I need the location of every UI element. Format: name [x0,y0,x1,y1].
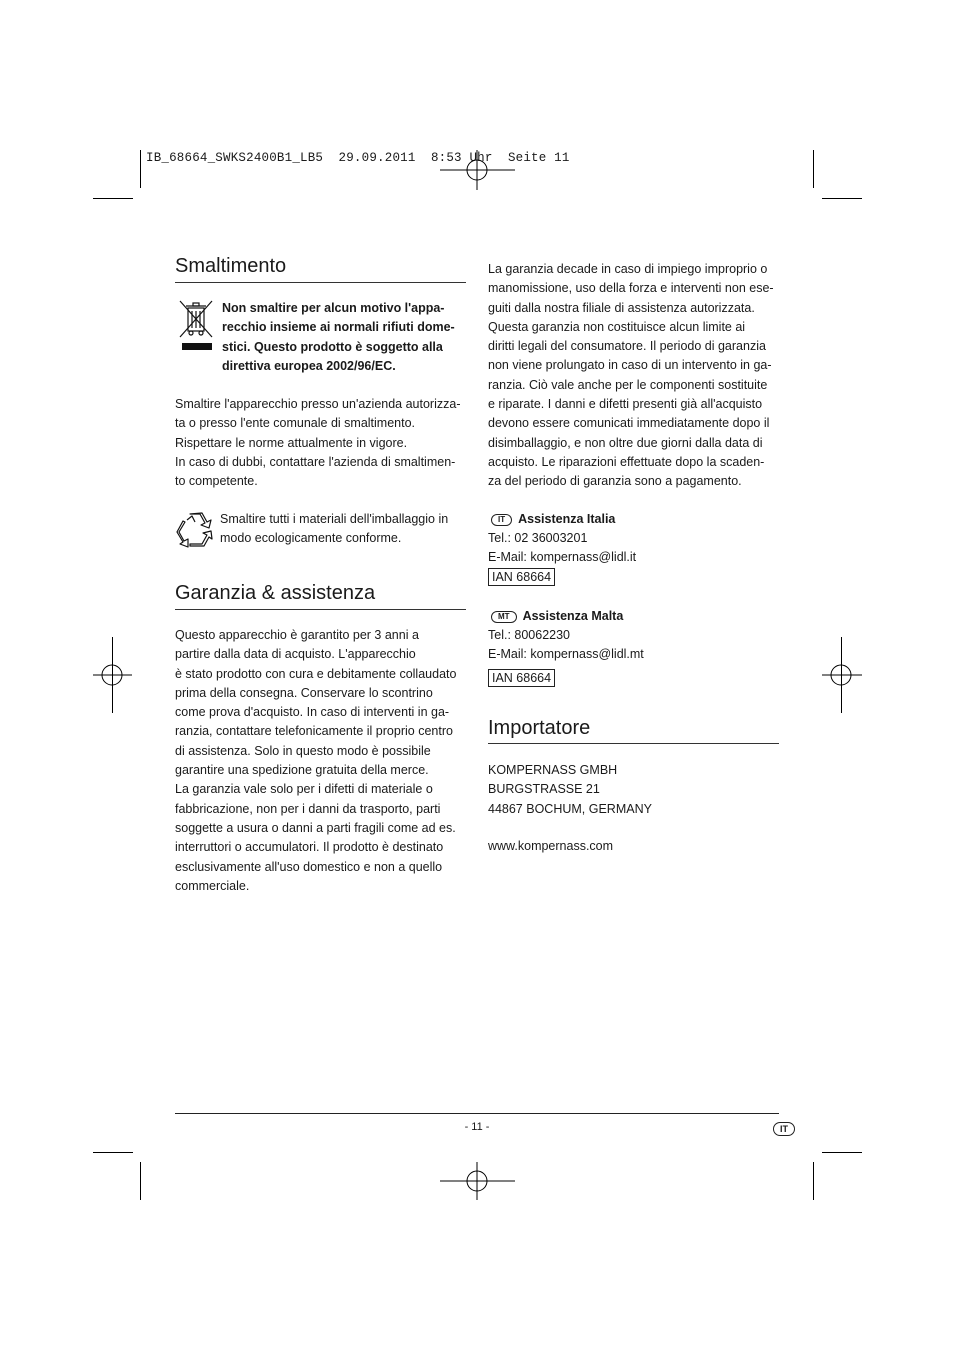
service-title: Assistenza Italia [518,512,616,526]
section-rule [175,609,466,610]
service-italia-contact [488,529,636,568]
email: E-Mail: kompernass@lidl.mt [488,647,644,662]
warranty-paragraph: Questo apparecchio è garantito per 3 anni a partire dalla data di acquisto. L'apparecchio è stato prodotto con cura e debitamente collaudato prima della consegna. Conservare lo scontrino come prova d'acquisto. In caso di interventi in ga- ranzia, contattare telefonicamente il proprio centro di assistenza. Solo in questo modo è possibile garantire una spedizione gratuita della merce. La garanzia vale solo per i difetti di materiale o fabbricazione, non per i danni da trasporto, parti soggette a usura o danni a parti fragili come ad es. interruttori o accumulatori. Il prodotto è destinato esclusivamente all'uso domestico e non a quello commerciale. [175,628,457,893]
footer-rule [175,1113,779,1114]
service-title: Assistenza Malta [522,609,624,623]
service-italia [491,510,615,529]
disposal-paragraph: Smaltire l'apparecchio presso un'azienda autorizza- ta o presso l'ente comunale di smaltimento. Rispettare le norme attualmente in vigore. In caso di dubbi, contattare l'azienda di smaltimen- to competente. [175,397,461,489]
page-number: - 11 - [464,1121,490,1133]
section-title-importatore: Importatore [488,717,591,739]
service-malta [491,607,623,626]
recycle-icon [176,510,214,548]
email: E-Mail: kompernass@lidl.it [488,550,637,565]
packaging-notice: Smaltire tutti i materiali dell'imballaggio in modo ecologicamente conforme. [220,512,449,546]
website-link[interactable]: www.kompernass.com [488,839,614,853]
country-badge-it: IT [491,514,512,526]
phone: Tel.: 02 36003201 [488,531,588,545]
ian-box: IAN 68664 [488,568,555,586]
print-slug: IB_68664_SWKS2400B1_LB5 29.09.2011 8:53 Uhr Seite 11 [146,151,570,165]
section-rule [175,282,466,283]
section-rule [488,743,779,744]
section-title-garanzia: Garanzia & assistenza [175,582,376,604]
country-badge-mt: MT [491,611,517,623]
language-badge: IT [773,1122,795,1136]
weee-bin-icon [178,299,214,353]
section-title-smaltimento: Smaltimento [175,255,287,277]
phone: Tel.: 80062230 [488,628,571,642]
service-malta-contact [488,626,644,665]
warranty-continued-paragraph: La garanzia decade in caso di impiego improprio o manomissione, uso della forza e interventi non ese- guiti dalla nostra filiale di assistenza autorizzata. Questa garanzia non costituisce alcun limite ai diritti legali del consumatore. Il periodo di garanzia non viene prolungato in caso di un intervento in ga- ranzia. Ciò vale anche per le componenti sostituite e riparate. I danni e difetti presenti già all'acquisto devono essere comunicati immediatamente dopo il disimballaggio, e non oltre due giorni dalla data di acquisto. Le riparazioni effettuate dopo la scaden- za del periodo di garanzia sono a pagamento. [488,262,774,489]
importer-address: KOMPERNASS GMBH BURGSTRASSE 21 44867 BOCHUM, GERMANY [488,763,652,816]
weee-notice: Non smaltire per alcun motivo l'appa- recchio insieme ai normali rifiuti dome- stici. Questo prodotto è soggetto alla direttiva europea 2002/96/EC. [222,301,455,373]
ian-box: IAN 68664 [488,669,555,687]
